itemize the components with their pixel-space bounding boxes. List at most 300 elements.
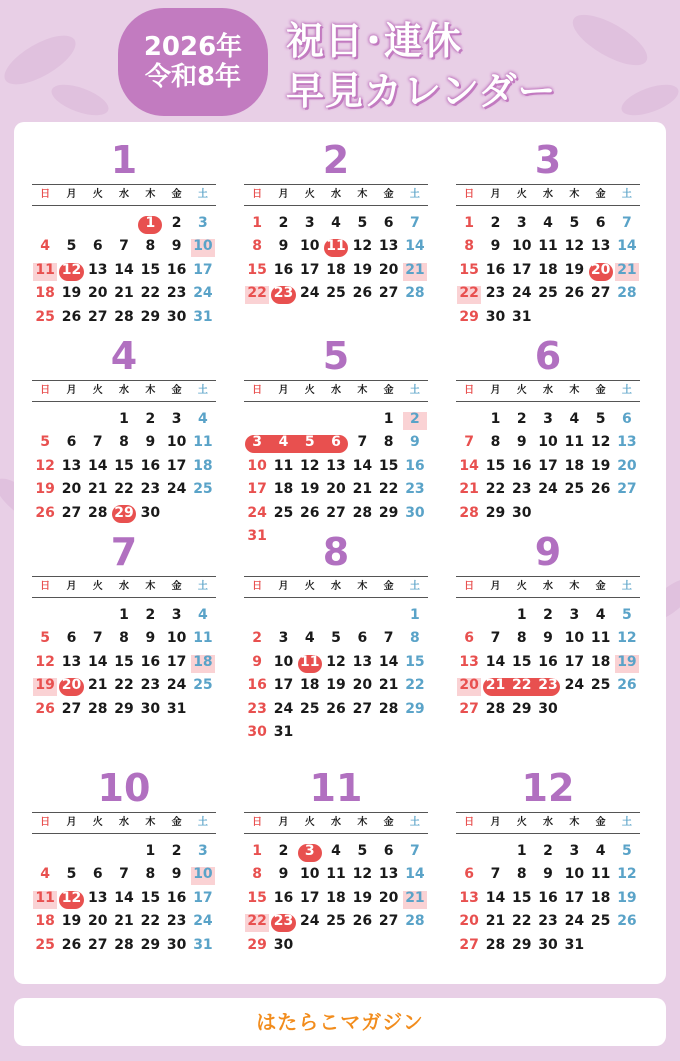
day-cell: 18 [326,889,346,906]
month-11 [244,764,428,957]
day-cell: 24 [564,677,585,694]
weekday-label: 木 [357,189,368,200]
day-cell: 4 [40,238,51,255]
day-cell: 26 [300,504,320,521]
month-label: 11 [309,766,363,810]
day-cell: 30 [512,504,532,521]
day-cell: 15 [512,653,532,670]
day-grid [32,840,216,957]
empty-cell [323,408,349,431]
weekday-label: 土 [409,581,420,592]
day-cell: 30 [538,700,558,717]
day-cell: 16 [538,653,558,670]
weekday-header [456,184,640,206]
day-cell: 28 [405,285,425,302]
day-cell: 2 [252,630,263,647]
month-label: 4 [110,334,138,378]
month-label: 12 [521,766,575,810]
empty-cell [456,408,482,431]
day-cell: 18 [590,653,611,670]
day-cell: 17 [193,889,213,906]
month-7 [32,528,216,721]
day-cell: 21 [378,677,399,694]
weekday-header [32,812,216,834]
day-cell: 23 [538,677,558,694]
day-cell: 29 [114,700,134,717]
day-cell: 3 [252,434,263,451]
day-cell: 12 [564,238,585,255]
title-line-1: 祝日･連休 [286,19,463,63]
day-cell: 11 [35,889,55,906]
day-cell: 16 [166,889,187,906]
day-cell: 14 [485,889,506,906]
weekday-label: 水 [543,581,554,592]
day-cell: 28 [378,700,399,717]
day-cell: 8 [145,866,156,883]
day-cell: 25 [590,677,611,694]
day-cell: 9 [543,630,553,647]
empty-cell [349,604,375,627]
page-title [286,16,557,116]
month-label: 9 [534,530,562,574]
day-cell: 22 [247,913,267,930]
day-cell: 9 [278,238,289,255]
day-cell: 14 [88,653,108,670]
title-line-2: 早見カレンダー [286,69,557,113]
day-cell: 24 [564,913,585,930]
day-grid [32,604,216,721]
day-cell: 20 [88,285,108,302]
day-cell: 8 [516,630,527,647]
day-cell: 14 [459,457,479,474]
day-cell: 2 [410,411,420,427]
day-cell: 8 [252,866,263,883]
day-cell: 5 [304,434,315,451]
day-cell: 22 [140,285,161,302]
day-cell: 13 [88,889,108,906]
day-cell: 28 [485,936,506,953]
day-cell: 4 [543,215,553,231]
day-cell: 1 [252,215,263,231]
day-cell: 15 [140,261,161,278]
weekday-label: 木 [569,817,580,828]
day-cell: 20 [61,481,82,498]
weekday-label: 土 [621,385,632,396]
weekday-label: 金 [595,817,606,828]
day-cell: 9 [252,653,263,670]
empty-cell [85,604,111,627]
day-cell: 18 [193,653,213,670]
day-cell: 17 [273,677,294,694]
day-cell: 26 [617,913,637,930]
day-cell: 28 [617,285,637,302]
weekday-label: 日 [464,581,475,592]
day-cell: 3 [171,607,182,623]
month-1 [32,136,216,329]
day-cell: 5 [569,215,580,231]
day-cell: 6 [383,215,394,231]
weekday-label: 月 [278,817,289,828]
weekday-label: 木 [357,581,368,592]
day-cell: 13 [88,261,108,278]
day-cell: 16 [166,261,187,278]
day-cell: 19 [35,677,55,694]
day-cell: 1 [145,843,156,859]
day-cell: 24 [166,481,187,498]
day-cell: 14 [114,261,134,278]
day-grid [244,212,428,306]
day-cell: 18 [590,889,611,906]
day-cell: 30 [247,723,267,740]
day-cell: 20 [590,261,611,278]
weekday-header [456,576,640,598]
weekday-label: 月 [490,581,501,592]
day-cell: 24 [193,285,213,302]
day-cell: 18 [564,457,585,474]
day-cell: 24 [273,700,294,717]
weekday-header [32,576,216,598]
empty-cell [32,212,58,235]
weekday-label: 火 [92,189,103,200]
day-cell: 12 [617,630,637,647]
day-cell: 28 [88,700,108,717]
day-cell: 22 [247,285,267,302]
day-cell: 25 [538,285,558,302]
empty-cell [244,408,270,431]
day-cell: 26 [352,913,373,930]
weekday-header [456,380,640,402]
empty-cell [111,840,137,863]
day-cell: 29 [405,700,425,717]
day-cell: 7 [119,866,129,883]
day-grid [244,604,428,744]
day-cell: 25 [326,913,346,930]
day-cell: 7 [383,630,394,647]
day-cell: 16 [273,889,294,906]
day-cell: 10 [564,630,585,647]
day-cell: 6 [383,843,394,859]
badge-era: 令和8年 [144,62,242,92]
day-cell: 5 [622,843,632,859]
weekday-label: 木 [145,385,156,396]
day-cell: 19 [352,261,373,278]
day-cell: 23 [166,913,187,930]
day-grid [456,840,640,957]
weekday-label: 日 [464,385,475,396]
day-cell: 12 [590,434,611,451]
day-cell: 16 [140,457,161,474]
weekday-label: 火 [516,189,527,200]
day-cell: 6 [331,434,341,451]
day-cell: 5 [66,866,77,883]
day-cell: 25 [300,700,320,717]
month-9 [456,528,640,721]
day-cell: 28 [352,504,373,521]
weekday-label: 火 [304,581,315,592]
day-cell: 19 [326,677,346,694]
weekday-label: 日 [252,189,263,200]
weekday-label: 土 [197,817,208,828]
day-cell: 23 [273,913,294,930]
day-cell: 17 [564,653,585,670]
day-cell: 15 [247,261,267,278]
day-cell: 31 [193,308,213,325]
day-cell: 6 [357,630,368,647]
day-cell: 14 [405,238,425,255]
day-cell: 21 [114,285,134,302]
day-cell: 7 [464,434,475,451]
day-cell: 24 [247,504,267,521]
day-cell: 1 [252,843,263,859]
day-cell: 15 [378,457,399,474]
day-cell: 25 [193,481,213,498]
day-cell: 5 [331,630,341,647]
empty-cell [111,212,137,235]
day-cell: 27 [459,936,479,953]
day-cell: 1 [464,215,475,231]
day-cell: 9 [171,866,182,883]
weekday-label: 金 [595,189,606,200]
day-cell: 10 [300,238,320,255]
day-cell: 16 [140,653,161,670]
month-2 [244,136,428,306]
day-cell: 7 [410,215,420,231]
weekday-label: 水 [119,385,130,396]
day-cell: 17 [166,653,187,670]
weekday-label: 水 [119,817,130,828]
day-cell: 8 [490,434,501,451]
weekday-label: 金 [171,385,182,396]
day-cell: 10 [273,653,294,670]
day-cell: 1 [516,607,527,623]
weekday-label: 土 [197,385,208,396]
day-cell: 26 [352,285,373,302]
month-label: 7 [110,530,138,574]
day-cell: 3 [304,215,315,231]
day-cell: 13 [617,434,637,451]
weekday-label: 水 [331,385,342,396]
day-cell: 20 [459,677,479,694]
empty-cell [297,408,323,431]
day-cell: 16 [405,457,425,474]
day-cell: 15 [485,457,506,474]
day-cell: 16 [538,889,558,906]
day-cell: 24 [166,677,187,694]
day-cell: 21 [485,913,506,930]
weekday-label: 土 [621,581,632,592]
day-cell: 29 [485,504,506,521]
weekday-label: 金 [383,581,394,592]
header [0,0,680,122]
day-cell: 12 [35,457,55,474]
weekday-label: 火 [516,581,527,592]
day-cell: 23 [273,285,294,302]
day-cell: 19 [352,889,373,906]
day-cell: 25 [273,504,294,521]
month-5 [244,332,428,548]
day-cell: 30 [166,936,187,953]
day-cell: 15 [459,261,479,278]
weekday-label: 金 [383,817,394,828]
day-cell: 2 [490,215,501,231]
day-cell: 6 [595,215,606,231]
day-cell: 1 [516,843,527,859]
day-cell: 24 [193,913,213,930]
day-cell: 10 [166,630,187,647]
day-cell: 22 [405,677,425,694]
weekday-label: 土 [197,189,208,200]
day-cell: 16 [273,261,294,278]
day-cell: 12 [300,457,320,474]
weekday-label: 金 [171,189,182,200]
day-cell: 10 [166,434,187,451]
day-cell: 27 [590,285,611,302]
day-cell: 11 [590,866,611,883]
weekday-label: 火 [304,189,315,200]
empty-cell [270,408,296,431]
weekday-label: 月 [278,189,289,200]
day-cell: 27 [378,913,399,930]
month-6 [456,332,640,525]
day-cell: 14 [485,653,506,670]
day-cell: 19 [35,481,55,498]
weekday-label: 水 [543,385,554,396]
day-cell: 10 [512,238,532,255]
day-cell: 24 [300,285,320,302]
month-3 [456,136,640,329]
day-cell: 30 [166,308,187,325]
weekday-label: 水 [119,189,130,200]
day-cell: 6 [66,434,77,451]
day-cell: 28 [114,936,134,953]
day-cell: 18 [273,481,294,498]
weekday-label: 日 [40,189,51,200]
day-cell: 12 [617,866,637,883]
day-cell: 9 [171,238,182,255]
weekday-header [456,812,640,834]
day-cell: 23 [405,481,425,498]
day-cell: 17 [538,457,558,474]
weekday-label: 日 [40,385,51,396]
day-cell: 6 [92,866,103,883]
day-cell: 13 [61,653,82,670]
empty-cell [456,840,482,863]
year-badge [118,8,268,116]
day-cell: 14 [88,457,108,474]
empty-cell [323,604,349,627]
day-cell: 7 [92,630,103,647]
weekday-label: 火 [304,817,315,828]
day-cell: 8 [464,238,475,255]
day-cell: 5 [40,434,51,451]
day-cell: 7 [490,630,501,647]
day-cell: 15 [114,653,134,670]
day-cell: 23 [512,481,532,498]
weekday-header [244,380,428,402]
day-cell: 5 [595,411,606,427]
day-cell: 28 [459,504,479,521]
weekday-label: 月 [66,817,77,828]
day-cell: 11 [326,238,346,255]
day-cell: 8 [119,630,129,647]
weekday-label: 土 [409,189,420,200]
day-cell: 11 [326,866,346,883]
weekday-header [244,576,428,598]
day-cell: 31 [193,936,213,953]
day-cell: 1 [119,411,129,427]
day-cell: 3 [198,215,208,231]
day-cell: 26 [617,677,637,694]
day-cell: 22 [512,913,532,930]
day-cell: 22 [140,913,161,930]
day-cell: 12 [326,653,346,670]
weekday-label: 水 [543,189,554,200]
day-cell: 23 [140,677,161,694]
day-cell: 7 [622,215,632,231]
day-cell: 27 [352,700,373,717]
month-label: 5 [322,334,350,378]
day-cell: 4 [595,843,606,859]
weekday-label: 火 [92,581,103,592]
day-cell: 2 [278,843,289,859]
day-cell: 31 [166,700,187,717]
day-cell: 21 [352,481,373,498]
day-cell: 10 [247,457,267,474]
day-cell: 16 [247,677,267,694]
weekday-label: 土 [409,817,420,828]
day-cell: 12 [352,238,373,255]
weekday-label: 金 [171,817,182,828]
day-cell: 8 [145,238,156,255]
day-cell: 11 [300,653,320,670]
day-cell: 27 [61,504,82,521]
calendar-panel [14,122,666,984]
weekday-label: 日 [40,581,51,592]
day-cell: 3 [516,215,527,231]
weekday-label: 火 [516,385,527,396]
day-cell: 18 [193,457,213,474]
weekday-label: 土 [409,385,420,396]
day-cell: 25 [35,936,55,953]
weekday-label: 水 [331,817,342,828]
day-cell: 11 [35,261,55,278]
day-cell: 4 [40,866,51,883]
day-cell: 3 [171,411,182,427]
day-cell: 28 [114,308,134,325]
day-cell: 7 [357,434,368,451]
day-cell: 12 [352,866,373,883]
weekday-label: 月 [490,385,501,396]
day-cell: 29 [512,936,532,953]
day-cell: 5 [357,843,368,859]
day-cell: 4 [331,843,341,859]
day-cell: 16 [485,261,506,278]
day-cell: 17 [512,261,532,278]
day-cell: 12 [61,889,82,906]
day-cell: 20 [88,913,108,930]
day-cell: 29 [114,504,134,521]
day-cell: 2 [278,215,289,231]
day-cell: 5 [66,238,77,255]
weekday-label: 水 [119,581,130,592]
weekday-label: 月 [66,581,77,592]
day-grid [456,212,640,329]
day-cell: 25 [193,677,213,694]
day-cell: 15 [114,457,134,474]
day-cell: 14 [405,866,425,883]
day-cell: 25 [590,913,611,930]
day-cell: 2 [543,607,553,623]
